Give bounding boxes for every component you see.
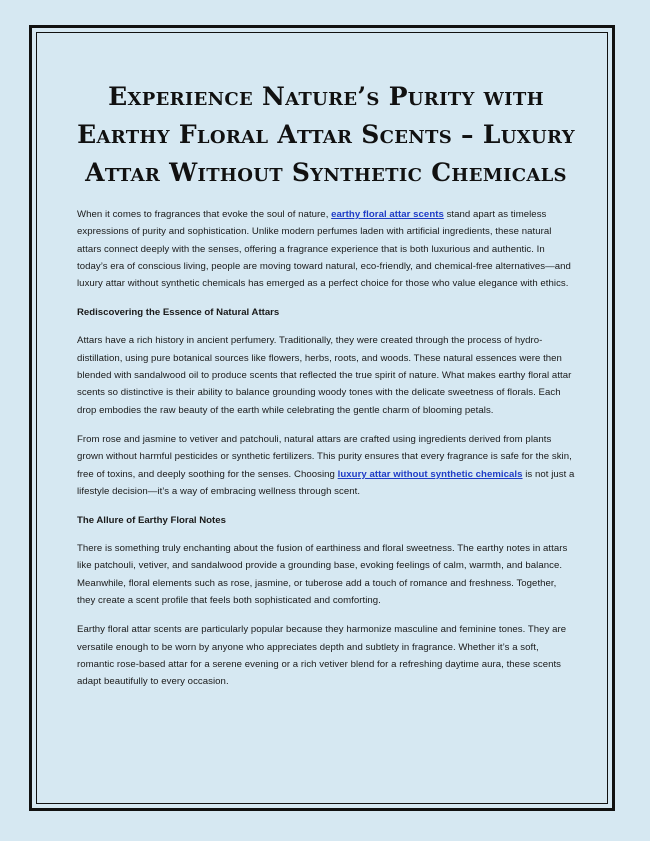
document-body xyxy=(77,78,575,703)
section-heading-essence: Rediscovering the Essence of Natural Attars xyxy=(77,307,280,319)
essence-text-start: From rose and jasmine to vetiver and patchouli, natural attars are crafted using ingredients derived from plants grown without harmful pesticides or synthetic fertilizers. This purity ensures that every fragrance is safe for the skin, free of toxins, and deeply soothing for the senses. Choosing xyxy=(77,433,572,480)
allure-paragraph-2: Earthy floral attar scents are particularly popular because they harmonize masculine and feminine tones. They are versatile enough to be worn by anyone who appreciates depth and subtlety in fragrance. Whether it’s a soft, romantic rose-based attar for a serene evening or a rich vetiver blend for a refreshing daytime aura, these scents adapt beautifully to every occasion. xyxy=(77,624,567,688)
section-heading-allure: The Allure of Earthy Floral Notes xyxy=(77,515,226,527)
document-title: Experience Nature’s Purity with Earthy Floral Attar Scents – Luxury Attar Without Synthetic Chemicals xyxy=(77,82,575,187)
allure-paragraph-1: There is something truly enchanting about the fusion of earthiness and floral sweetness. The earthy notes in attars like patchouli, vetiver, and sandalwood provide a grounding base, evoking feelings of calm, warmth, and balance. Meanwhile, floral elements such as rose, jasmine, or tuberose add a touch of romance and freshness. Together, they create a scent profile that feels both sophisticated and comforting. xyxy=(77,543,568,607)
luxury-attar-link[interactable]: luxury attar without synthetic chemicals xyxy=(337,468,523,480)
essence-paragraph-1: Attars have a rich history in ancient perfumery. Traditionally, they were created through the process of hydro-distillation, using pure botanical sources like flowers, herbs, roots, and woods. These natural essences were then blended with sandalwood oil to produce scents that reflected the true spirit of nature. What makes earthy floral attar scents so distinctive is their ability to balance grounding woody tones with the delicate sweetness of florals. Each drop embodies the raw beauty of the earth while celebrating the gentle charm of blooming petals. xyxy=(77,335,572,416)
intro-paragraph xyxy=(77,206,575,292)
earthy-floral-attar-link[interactable]: earthy floral attar scents xyxy=(331,209,444,220)
essence-paragraph-2 xyxy=(77,431,575,500)
intro-text-end: stand apart as timeless expressions of purity and sophistication. Unlike modern perfumes laden with artificial ingredients, these natural attars connect deeply with the senses, offering a fragrance experience that is both luxurious and authentic. In today’s era of conscious living, people are moving toward natural, eco-friendly, and chemical-free alternatives—and luxury attar without synthetic chemicals has emerged as a perfect choice for those who value elegance with ethics. xyxy=(77,209,571,290)
intro-text-start: When it comes to fragrances that evoke the soul of nature, xyxy=(77,209,332,220)
essence-text-end: is not just a lifestyle decision—it’s a way of embracing wellness through scent. xyxy=(77,468,575,497)
